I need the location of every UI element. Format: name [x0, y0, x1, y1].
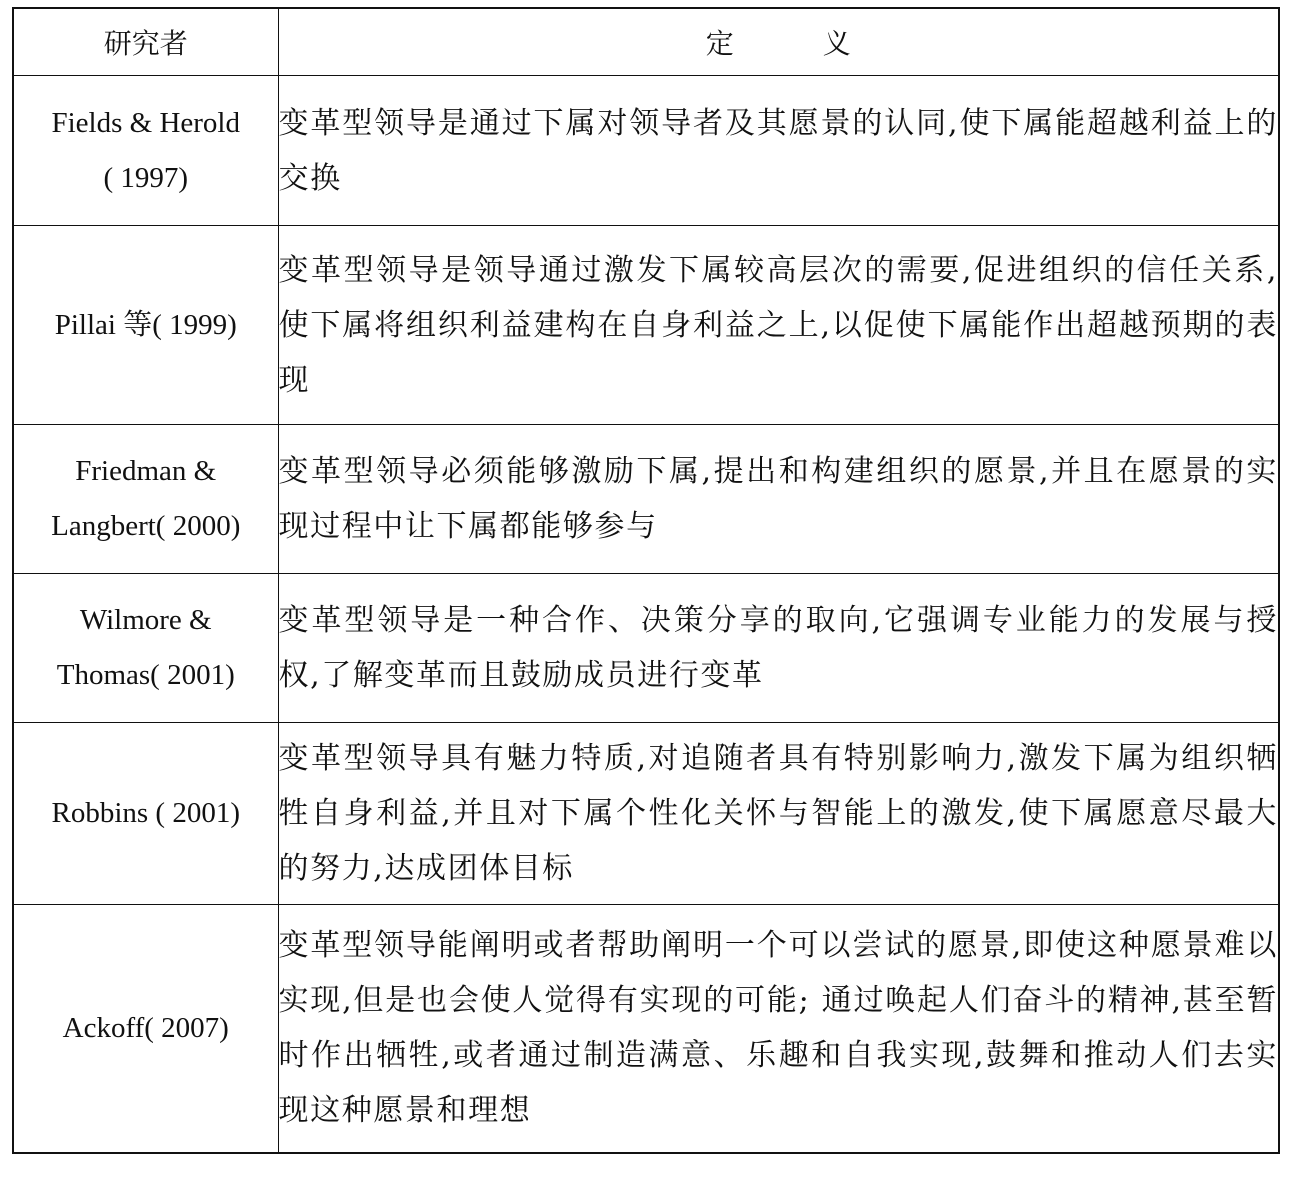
header-definition — [278, 8, 1279, 76]
definition-cell: 变革型领导能阐明或者帮助阐明一个可以尝试的愿景,即使这种愿景难以实现,但是也会使人觉得有实现的可能; 通过唤起人们奋斗的精神,甚至暂时作出牺牲,或者通过制造满意、乐趣和自我实现,鼓舞和推动人们去实现这种愿景和理想 — [278, 905, 1279, 1153]
researcher-cell: Ackoff( 2007) — [13, 905, 278, 1153]
researcher-cell: Friedman & Langbert( 2000) — [13, 425, 278, 574]
table-row — [13, 226, 1279, 425]
definition-table — [12, 7, 1280, 1154]
researcher-cell: Robbins ( 2001) — [13, 723, 278, 905]
table-header — [13, 8, 1279, 76]
definition-cell: 变革型领导是通过下属对领导者及其愿景的认同,使下属能超越利益上的交换 — [278, 76, 1279, 226]
table-row — [13, 76, 1279, 226]
researcher-cell: Pillai 等( 1999) — [13, 226, 278, 425]
table-row — [13, 723, 1279, 905]
header-row — [13, 8, 1279, 76]
table-row — [13, 574, 1279, 723]
table-body — [13, 76, 1279, 1153]
definition-cell: 变革型领导必须能够激励下属,提出和构建组织的愿景,并且在愿景的实现过程中让下属都能够参与 — [278, 425, 1279, 574]
table-row — [13, 425, 1279, 574]
definition-cell: 变革型领导是一种合作、决策分享的取向,它强调专业能力的发展与授权,了解变革而且鼓励成员进行变革 — [278, 574, 1279, 723]
definition-cell: 变革型领导是领导通过激发下属较高层次的需要,促进组织的信任关系,使下属将组织利益建构在自身利益之上,以促使下属能作出超越预期的表现 — [278, 226, 1279, 425]
researcher-cell: Wilmore & Thomas( 2001) — [13, 574, 278, 723]
table-row — [13, 905, 1279, 1153]
header-researcher: 研究者 — [13, 8, 278, 76]
definition-cell: 变革型领导具有魅力特质,对追随者具有特别影响力,激发下属为组织牺牲自身利益,并且对下属个性化关怀与智能上的激发,使下属愿意尽最大的努力,达成团体目标 — [278, 723, 1279, 905]
researcher-cell: Fields & Herold ( 1997) — [13, 76, 278, 226]
header-definition-label: 定 义 — [705, 27, 891, 60]
